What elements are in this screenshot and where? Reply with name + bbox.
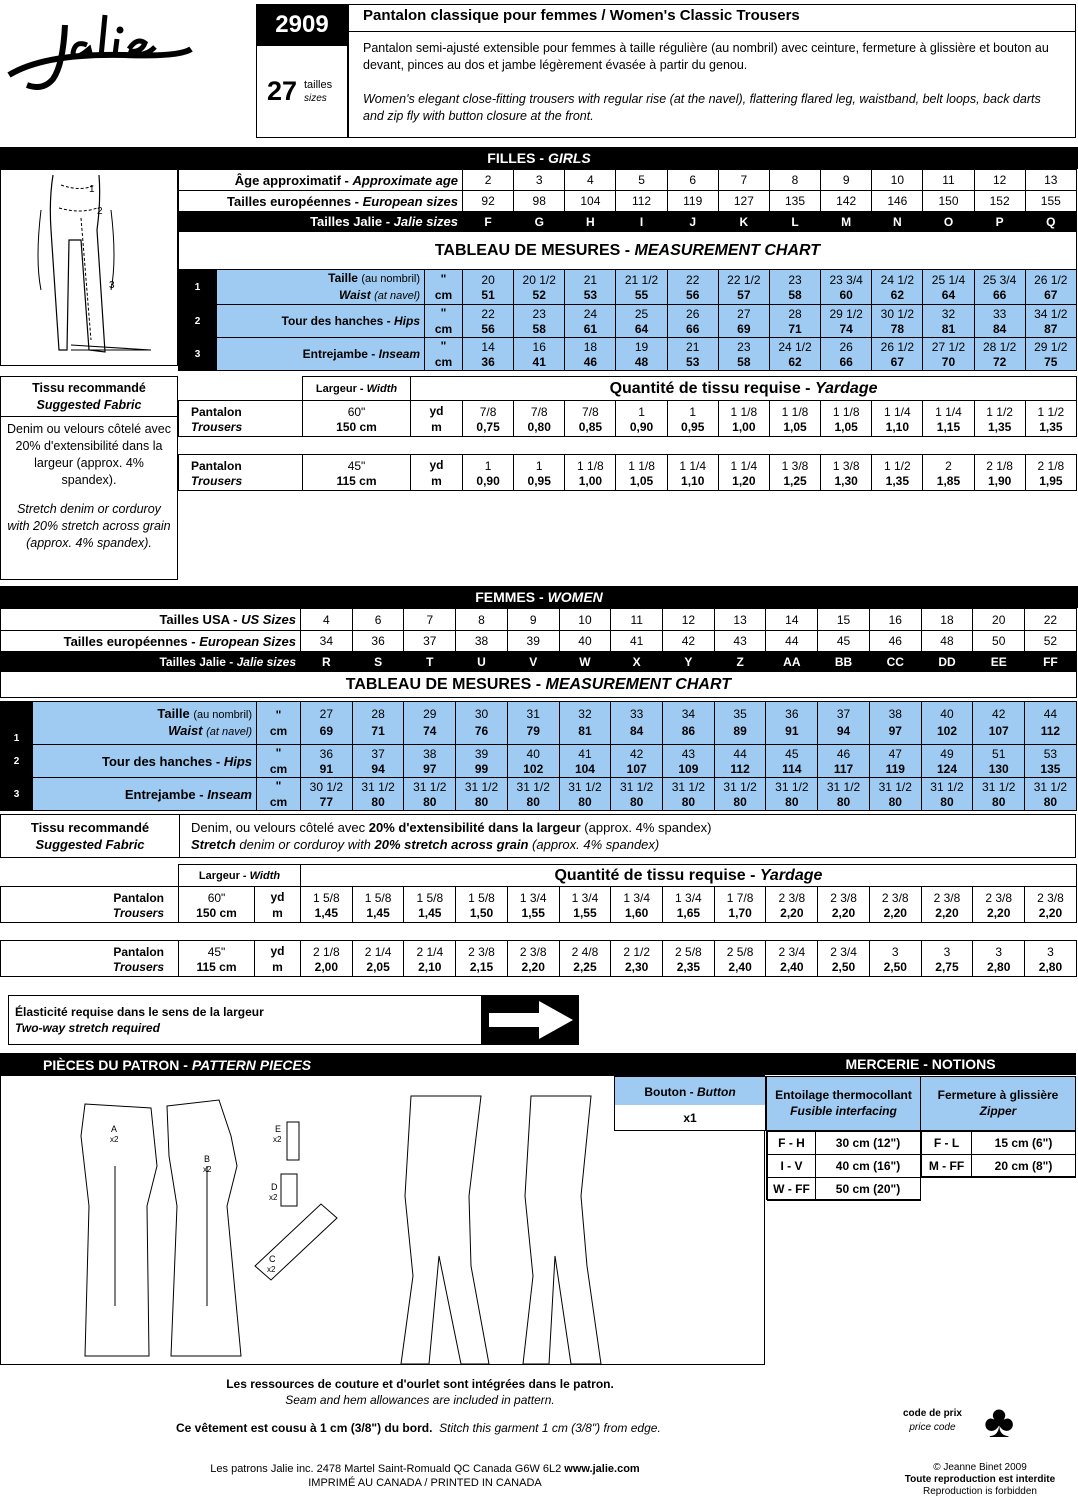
- women-yardage-60-row: Pantalon Trousers 60" 150 cm yd m 1 5/8 1,45 1 5/8 1,45 1 5/8 1,45 1 5/8 1,50 1 3/4 1,55 1 3/4 1,55 1 3/4 1,60 1 3/4 1,65 1 7/8 1,70 2 3/8 2,20 2 3/8 2,20 2 3/8 2,20 2 3/8 2,20 2 3/8 2,20 2 3/8 2,20: [1, 887, 1077, 923]
- women-size-table: Tailles USA - US Sizes 4 6 7 8 9 10 11 12 13 14 15 16 18 20 22 Tailles européennes - European Sizes 34 36 37 38 39 40 41 42 43 44 45 46 48 50 52 Tailles Jalie - Jalie sizes R S T U V W X Y Z AA BB CC DD EE FF TABLEAU DE MESURES - MEASUREMENT CHART: [0, 608, 1077, 698]
- pattern-number: 2909: [256, 4, 348, 46]
- girls-fabric-en: Stretch denim or corduroy with 20% stretch across grain (approx. 4% spandex).: [7, 502, 171, 550]
- description-en: Women's elegant close-fitting trousers with regular rise (at the navel), flattering flared leg, waistband, belt loops, back darts and zip fly with button closure at the front.: [363, 92, 1041, 123]
- women-fabric-box: Tissu recommandé Suggested Fabric Denim, ou velours côtelé avec 20% d'extensibilité dans la largeur (approx. 4% spandex) Stretch denim or corduroy with 20% stretch across grain (approx. 4% spandex): [0, 814, 1076, 858]
- girls-jalie-row: Tailles Jalie - Jalie sizes F G H I J K L M N O P Q: [179, 212, 1077, 232]
- footer-seam: Les ressources de couture et d'ourlet sont intégrées dans le patron. Seam and hem allowances are included in pattern.: [226, 1377, 614, 1407]
- figure-num-3: 3: [109, 280, 115, 291]
- girls-age-row: Âge approximatif - Approximate age 2 3 4 5 6 7 8 9 10 11 12 13: [179, 170, 1077, 191]
- girls-size-table: [178, 169, 1077, 270]
- title-box: [348, 4, 1076, 138]
- sizes-count-box: [256, 46, 348, 138]
- women-yardage-45-row: Pantalon Trousers 45" 115 cm yd m 2 1/8 2,00 2 1/4 2,05 2 1/4 2,10 2 3/8 2,15 2 3/8 2,20 2 4/8 2,25 2 1/2 2,30 2 5/8 2,35 2 5/8 2,40 2 3/4 2,40 2 3/4 2,50 3 2,50 3 2,75 3 2,80 3 2,80: [1, 941, 1077, 977]
- svg-text:x2: x2: [273, 1135, 282, 1144]
- description-fr: Pantalon semi-ajusté extensible pour femmes à taille régulière (au nombril) avec ceinture, fermeture à glissière et bouton au devant, pinces au dos et jambe légèrement évasée à partir du genou.: [363, 41, 1049, 72]
- stretch-box: [8, 995, 578, 1045]
- girls-waist-row: 1 Taille (au nombril) Waist (at navel) " cm 20 51 20 1/2 52 21 53 21 1/2 55 22 56 22 1/2 57 23 58 23 3/4 60 24 1/2 62 25 1/4 64 25 3/4 66 26 1/2 67: [179, 270, 1077, 305]
- women-waist-row: 1 Taille (au nombril) Waist (at navel) " cm 27 69 28 71 29 74 30 76 31 79 32 81 33 84 34 86 35 89 36 91 37 94 38 97 40 102 42 107 44 112: [1, 702, 1077, 745]
- women-hips-row: 2 Tour des hanches - Hips " cm 36 91 37 94 38 97 39 99 40 102 41 104 42 107 43 109 44 112 45 114 46 117 47 119 49 124 51 130 53 135: [1, 745, 1077, 778]
- women-inseam-row: 3 Entrejambe - Inseam " cm 30 1/2 77 31 1/2 80 31 1/2 80 31 1/2 80 31 1/2 80 31 1/2 80 31 1/2 80 31 1/2 80 31 1/2 80 31 1/2 80 31 1/2 80 31 1/2 80 31 1/2 80 31 1/2 80 31 1/2 80: [1, 778, 1077, 811]
- svg-text:E: E: [275, 1124, 282, 1134]
- sizes-en: sizes: [304, 93, 327, 104]
- interfacing-notion: Entoilage thermocollant Fusible interfacing F - H 30 cm (12") I - V 40 cm (16") W - FF 50 cm (20"): [766, 1076, 921, 1200]
- svg-text:B: B: [204, 1154, 211, 1164]
- women-fabric-fr: Denim, ou velours côtelé avec 20% d'extensibilité dans la largeur (approx. 4% spandex): [191, 820, 712, 835]
- copyright: © Jeanne Binet 2009 Toute reproduction est interdite Reproduction is forbidden: [904, 1462, 1056, 1497]
- footer-stitch: Ce vêtement est cousu à 1 cm (3/8") du bord. Stitch this garment 1 cm (3/8") from edge.: [176, 1421, 661, 1435]
- page-title: Pantalon classique pour femmes / Women's Classic Trousers: [363, 7, 800, 24]
- women-band: FEMMES - WOMEN: [0, 586, 1078, 608]
- stretch-arrow-icon: [481, 995, 579, 1045]
- women-us-row: Tailles USA - US Sizes 4 6 7 8 9 10 11 12 13 14 15 16 18 20 22: [1, 609, 1077, 631]
- sizes-count: 27: [267, 76, 298, 106]
- svg-text:x2: x2: [269, 1193, 278, 1202]
- svg-text:x2: x2: [110, 1135, 119, 1144]
- svg-text:x2: x2: [267, 1265, 276, 1274]
- figure-num-1: 1: [89, 184, 95, 195]
- girls-eu-row: Tailles européennes - European sizes 92 98 104 112 119 127 135 142 146 150 152 155: [179, 191, 1077, 212]
- svg-text:x2: x2: [203, 1165, 212, 1174]
- girls-inseam-row: 3 Entrejambe - Inseam " cm 14 36 16 41 18 46 19 48 21 53 23 58 24 1/2 62 26 66 26 1/2 67 27 1/2 70 28 1/2 72 29 1/2 75: [179, 338, 1077, 371]
- girls-fabric-fr: Denim ou velours côtelé avec 20% d'extensibilité dans la largeur (approx. 4% spandex).: [7, 422, 171, 487]
- club-icon: ♣: [984, 1395, 1015, 1447]
- sizes-fr: tailles: [304, 79, 333, 91]
- price-code: code de prix price code: [903, 1408, 962, 1433]
- women-fabric-en: Stretch denim or corduroy with 20% stretch across grain (approx. 4% spandex): [191, 837, 660, 852]
- girls-yardage-45-row: Pantalon Trousers 45" 115 cm yd m 1 0,90 1 0,95 1 1/8 1,00 1 1/8 1,05 1 1/4 1,10 1 1/4 1,20 1 3/8 1,25 1 3/8 1,30 1 1/2 1,35 2 1,85 2 1/8 1,90 2 1/8 1,95: [179, 455, 1077, 491]
- pattern-pieces-title: PIÈCES DU PATRON - PATTERN PIECES: [1, 1054, 764, 1076]
- footer-address: Les patrons Jalie inc. 2478 Martel Saint-Romuald QC Canada G6W 6L2 www.jalie.com IMPRIMÉ AU CANADA / PRINTED IN CANADA: [210, 1463, 640, 1489]
- girls-yardage-table: Largeur - Width Quantité de tissu requise - Yardage Pantalon Trousers 60" 150 cm yd m 7/8 0,75 7/8 0,80 7/8 0,85 1 0,90 1 0,95 1 1/8 1,00 1 1/8 1,05 1 1/8 1,05 1 1/4 1,10 1 1/4 1,15 1 1/2 1,35 1 1/2 1,35 Pantalon Trousers 45" 115 cm yd m 1 0,90 1 0,95 1 1/8 1,00 1 1/8 1,05 1 1/4 1,10 1 1/4 1,20 1 3/8 1,25 1 3/8 1,30 1 1/2 1,35 2 1,85 2 1/8 1,90 2 1/8 1,95: [178, 376, 1077, 491]
- jalie-logo: [5, 5, 195, 100]
- women-jalie-row: Tailles Jalie - Jalie sizes R S T U V W X Y Z AA BB CC DD EE FF: [1, 652, 1077, 672]
- girls-chart-title-row: TABLEAU DE MESURES - MEASUREMENT CHART: [179, 232, 1077, 270]
- stretch-fr: Élasticité requise dans le sens de la largeur: [15, 1005, 264, 1019]
- notions-title: MERCERIE - NOTIONS: [765, 1053, 1076, 1075]
- girls-hips-row: 2 Tour des hanches - Hips " cm 22 56 23 58 24 61 25 64 26 66 27 69 28 71 29 1/2 74 30 1/2 78 32 81 33 84 34 1/2 87: [179, 305, 1077, 338]
- women-measure-table: [0, 701, 1077, 811]
- svg-text:C: C: [269, 1254, 276, 1264]
- zipper-notion: Fermeture à glissière Zipper F - L 15 cm (6") M - FF 20 cm (8"): [920, 1076, 1076, 1177]
- svg-text:D: D: [271, 1182, 278, 1192]
- women-yardage-table: Largeur - Width Quantité de tissu requise - Yardage Pantalon Trousers 60" 150 cm yd m 1 5/8 1,45 1 5/8 1,45 1 5/8 1,45 1 5/8 1,50 1 3/4 1,55 1 3/4 1,55 1 3/4 1,60 1 3/4 1,65 1 7/8 1,70 2 3/8 2,20 2 3/8 2,20 2 3/8 2,20 2 3/8 2,20 2 3/8 2,20 2 3/8 2,20 Pantalon Trousers 45" 115 cm yd m 2 1/8 2,00 2 1/4 2,05 2 1/4 2,10 2 3/8 2,15 2 3/8 2,20 2 4/8 2,25 2 1/2 2,30 2 5/8 2,35 2 5/8 2,40 2 3/4 2,40 2 3/4 2,50 3 2,50 3 2,75 3 2,80 3 2,80: [0, 864, 1077, 977]
- button-notion: Bouton - Button x1: [614, 1076, 766, 1131]
- women-eu-row: Tailles européennes - European Sizes 34 36 37 38 39 40 41 42 43 44 45 46 48 50 52: [1, 631, 1077, 652]
- svg-text:A: A: [111, 1124, 118, 1134]
- stretch-en: Two-way stretch required: [15, 1021, 160, 1035]
- girls-fabric-box: Tissu recommandé Suggested Fabric Denim ou velours côtelé avec 20% d'extensibilité dans la largeur (approx. 4% spandex). Stretch denim or corduroy with 20% stretch across grain (approx. 4% spandex).: [0, 376, 178, 580]
- girls-band: FILLES - GIRLS: [0, 147, 1078, 169]
- figure-num-2: 2: [97, 206, 103, 217]
- body-measure-icon: [1, 170, 177, 365]
- body-figure: [0, 169, 178, 366]
- girls-measure-table: [178, 269, 1077, 371]
- girls-yardage-60-row: Pantalon Trousers 60" 150 cm yd m 7/8 0,75 7/8 0,80 7/8 0,85 1 0,90 1 0,95 1 1/8 1,00 1 1/8 1,05 1 1/8 1,05 1 1/4 1,10 1 1/4 1,15 1 1/2 1,35 1 1/2 1,35: [179, 401, 1077, 437]
